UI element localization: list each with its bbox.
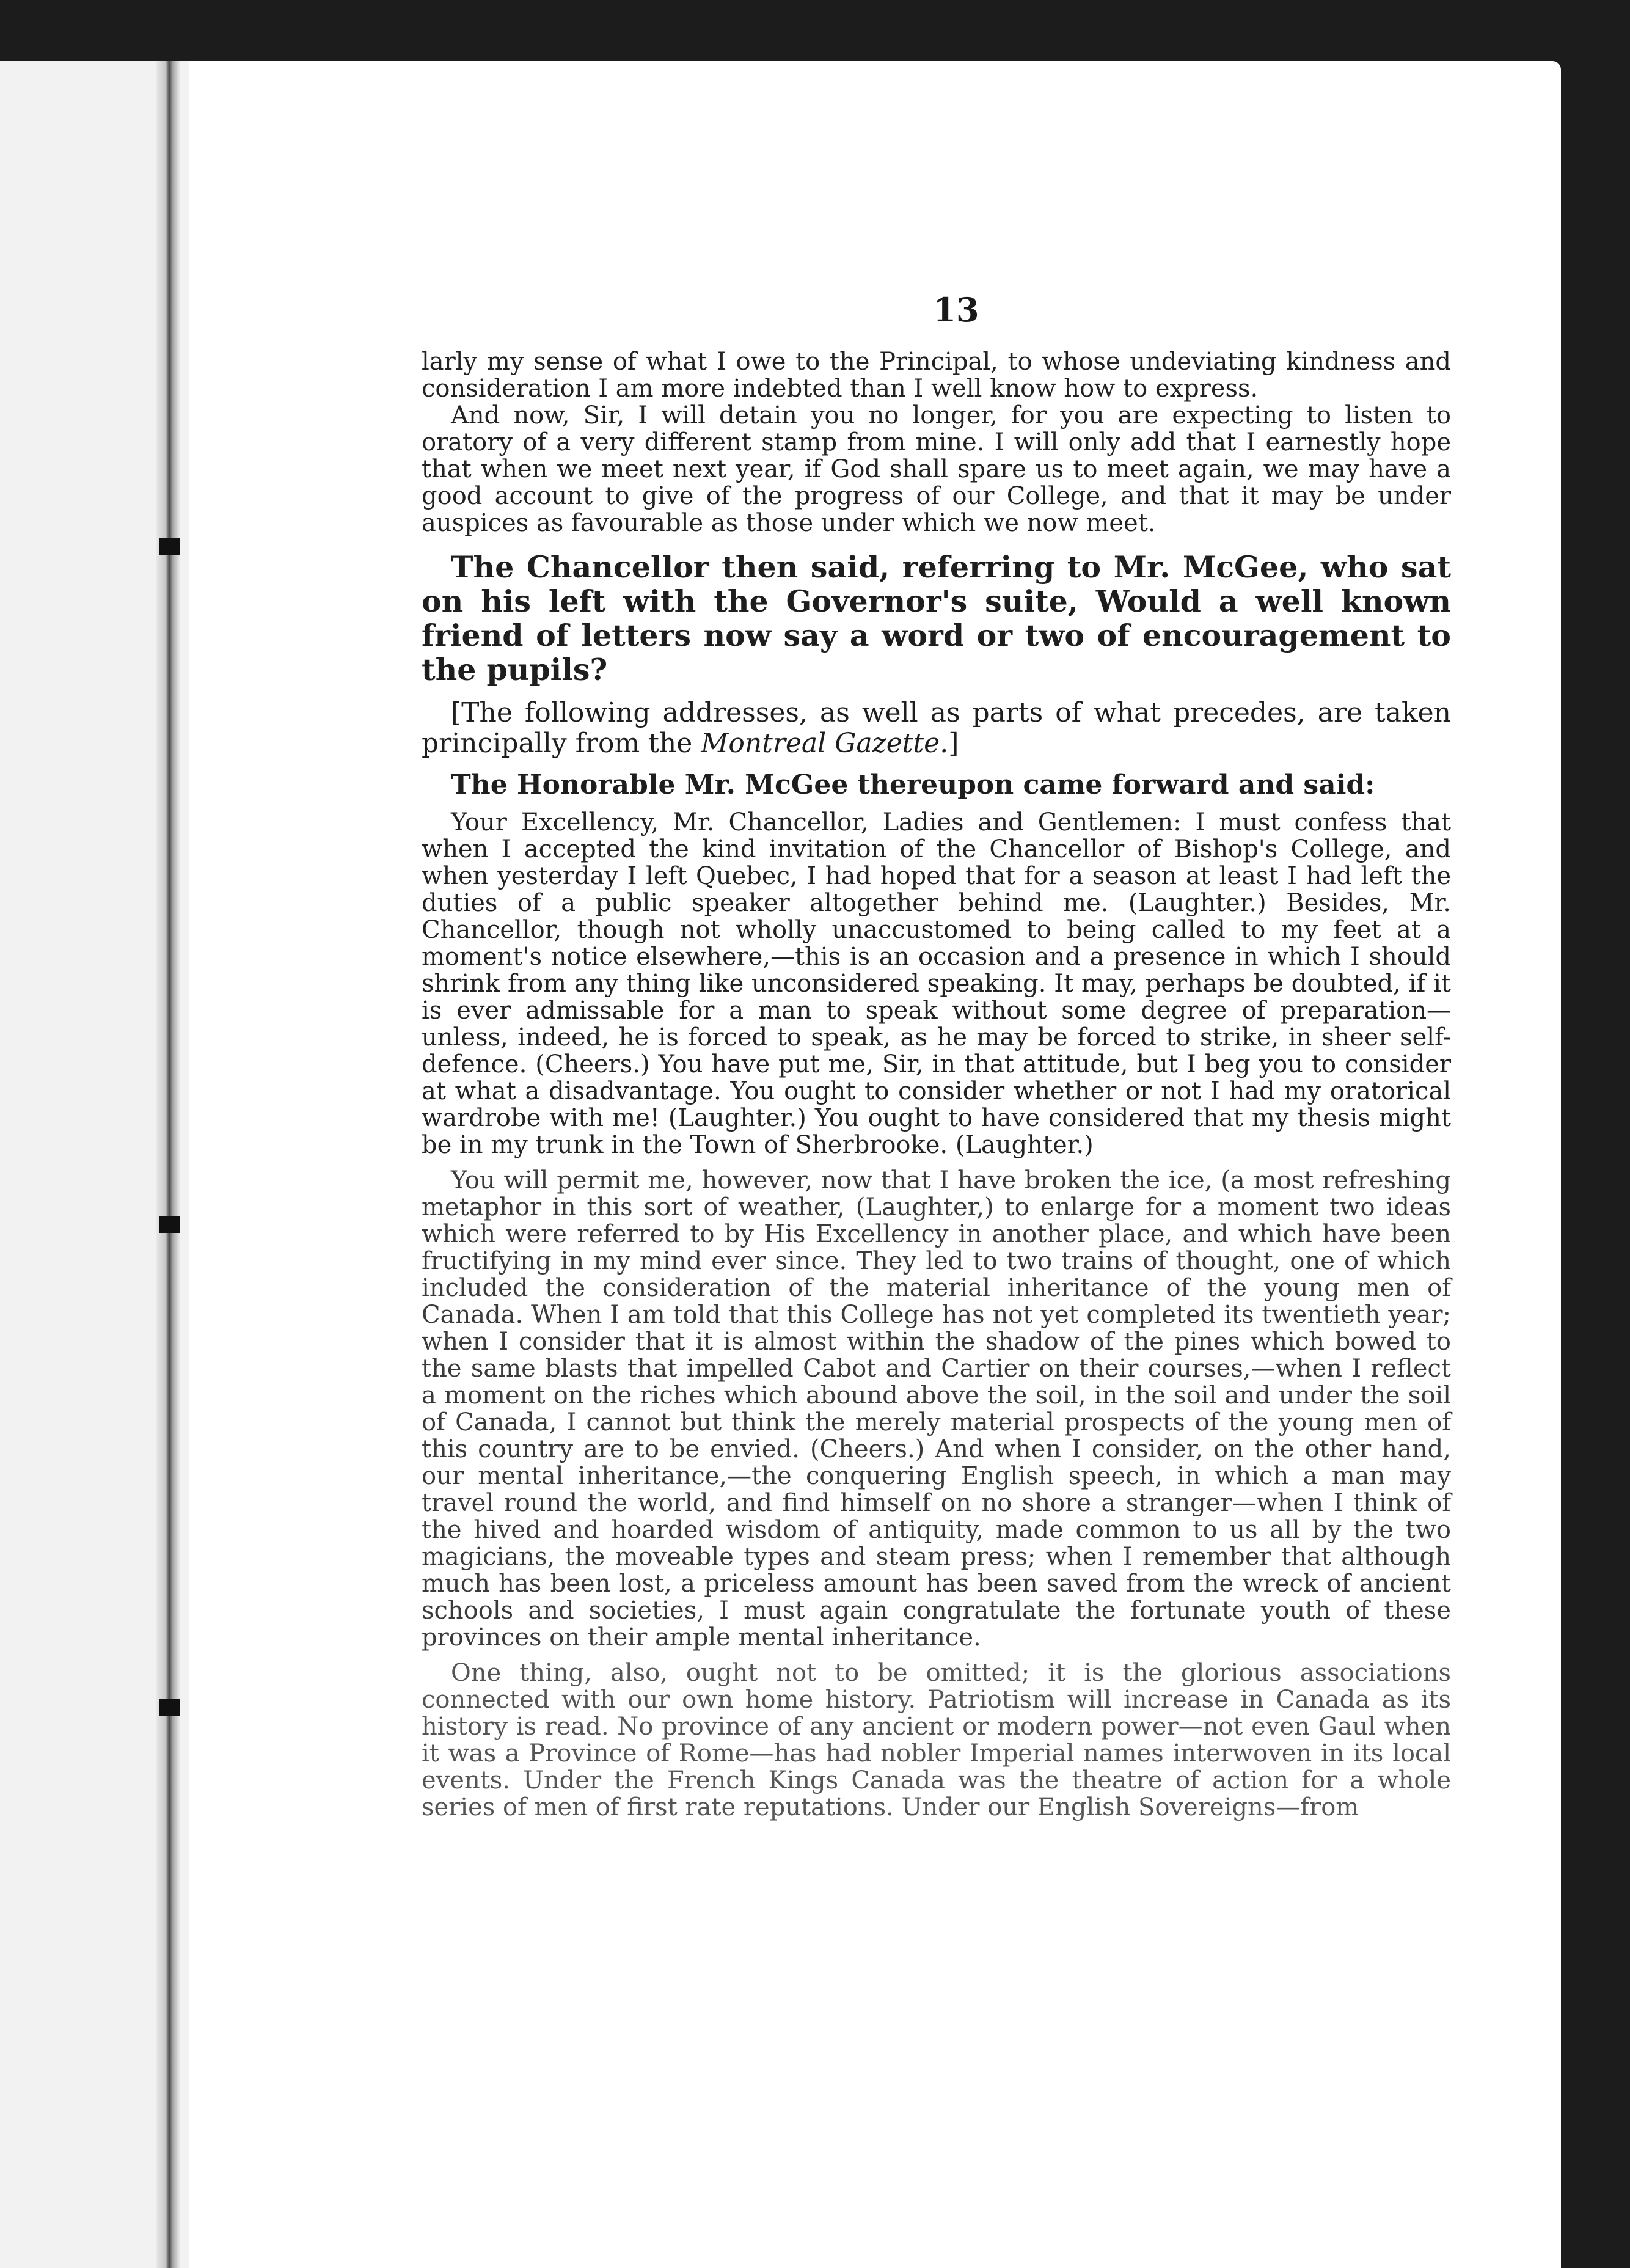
paragraph-continued: larly my sense of what I owe to the Principal, to whose undeviating kindness and consideration I am more indebted than I well know how to express.	[422, 348, 1451, 403]
editorial-note	[422, 698, 1451, 759]
binding-mark	[159, 1216, 180, 1233]
speech-paragraph: One thing, also, ought not to be omitted; it is the glorious associations connected with our own home history. Patriotism will increase in Canada as its history is read. No province of any ancient or modern power—not even Gaul when it was a Province of Rome—has had nobler Imperial names interwoven in its local events. Under the French Kings Canada was the theatre of action for a whole series of men of first rate reputations. Under our English Sovereigns—from	[422, 1659, 1451, 1821]
binding-mark	[159, 1699, 180, 1716]
newspaper-title: Montreal Gazette.	[701, 728, 949, 759]
speaker-intro: The Honorable Mr. McGee thereupon came forward and said:	[451, 769, 1375, 800]
page-body	[422, 348, 1451, 1821]
page-number: 13	[933, 290, 979, 329]
paragraph-closing: And now, Sir, I will detain you no longer, for you are expecting to listen to oratory of a very different stamp from mine. I will only add that I earnestly hope that when we meet next year, if God shall spare us to meet again, we may have a good account to give of the progress of our College, and that it may be under auspices as favourable as those under which we now meet.	[422, 401, 1451, 537]
paragraph-chancellor: The Chancellor then said, referring to Mr. McGee, who sat on his left with the Governor's suite, Would a well known friend of letters now say a word or two of encouragement to the pupils?	[422, 549, 1451, 687]
book-gutter	[156, 61, 180, 2268]
speech-paragraph: Your Excellency, Mr. Chancellor, Ladies and Gentlemen: I must confess that when I accepted the kind invitation of the Chancellor of Bishop's College, and when yesterday I left Quebec, I had hoped that for a season at least I had left the duties of a public speaker altogether behind me. (Laughter.) Besides, Mr. Chancellor, though not wholly unaccustomed to being called to my feet at a moment's notice elsewhere,—this is an occasion and a presence in which I should shrink from any thing like unconsidered speaking. It may, perhaps be doubted, if it is ever admissable for a man to speak without some degree of preparation—unless, indeed, he is forced to speak, as he may be forced to strike, in sheer self-defence. (Cheers.) You have put me, Sir, in that attitude, but I beg you to consider at what a disadvantage. You ought to consider whether or not I had my oratorical wardrobe with me! (Laughter.) You ought to have considered that my thesis might be in my trunk in the Town of Sherbrooke. (Laughter.)	[422, 808, 1451, 1159]
note-bracket: ]	[948, 728, 959, 759]
binding-mark	[159, 538, 180, 555]
note-text: [The following addresses, as well as parts of what precedes, are taken principally from the	[422, 697, 1451, 759]
speech-paragraph: You will permit me, however, now that I have broken the ice, (a most refreshing metaphor in this sort of weather, (Laughter,) to enlarge for a moment two ideas which were referred to by His Excellency in another place, and which have been fructifying in my mind ever since. They led to two trains of thought, one of which included the consideration of the material inheritance of the young men of Canada. When I am told that this College has not yet completed its twentieth year; when I consider that it is almost within the shadow of the pines which bowed to the same blasts that impelled Cabot and Cartier on their courses,—when I reflect a moment on the riches which abound above the soil, in the soil and under the soil of Canada, I cannot but think the merely material prospects of the young men of this country are to be envied. (Cheers.) And when I consider, on the other hand, our mental inheritance,—the conquering English speech, in which a man may travel round the world, and find himself on no shore a stranger—when I think of the hived and hoarded wisdom of antiquity, made common to us all by the two magicians, the moveable types and steam press; when I remember that although much has been lost, a priceless amount has been saved from the wreck of ancient schools and societies, I must again congratulate the fortunate youth of these provinces on their ample mental inheritance.	[422, 1166, 1451, 1652]
